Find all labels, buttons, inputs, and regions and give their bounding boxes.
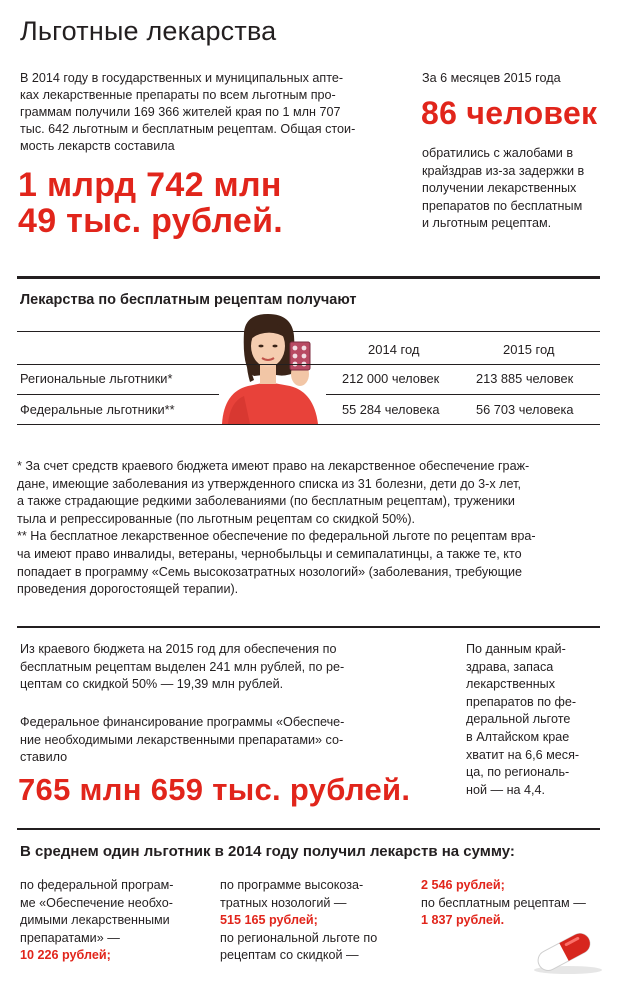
intro-line: ках лекарственные препараты по всем льготным про-: [20, 88, 336, 102]
section-divider: [17, 828, 600, 830]
footnote-line: ** На бесплатное лекарственное обеспечение по федеральной льготе по рецептам вра-: [17, 529, 536, 544]
intro-text: [20, 70, 400, 155]
row-value-2014: 212 000 человек: [342, 371, 440, 386]
table-heading: Лекарства по бесплатным рецептам получают: [20, 292, 357, 308]
section-divider: [17, 626, 600, 628]
average-regional-amount: 2 546 рублей;: [421, 878, 505, 892]
average-heading: В среднем один льготник в 2014 году получил лекарств на сумму:: [20, 843, 515, 860]
average-line: димыми лекарственными: [20, 913, 170, 927]
complaints-count: 86 человек: [421, 95, 598, 131]
supply-line: ной — на 4,4.: [466, 782, 546, 797]
footnote-line: попадает в программу «Семь высокозатратных нозологий» (заболевания, требующие: [17, 564, 522, 579]
supply-line: деральной льготе: [466, 712, 571, 727]
row-label: Федеральные льготники**: [20, 402, 175, 417]
table-header-2014: 2014 год: [368, 342, 420, 357]
average-line: ме «Обеспечение необхо-: [20, 895, 173, 910]
supply-text: [466, 641, 579, 799]
complaints-line: крайздрав из-за задержки в: [422, 163, 585, 178]
average-line: по региональной льготе по: [220, 930, 378, 945]
supply-line: здрава, запаса: [466, 659, 554, 674]
row-label: Региональные льготники*: [20, 371, 173, 386]
footnote-line: дане, имеющие заболевания из утвержденного списка из 31 болезни, дети до 3-х лет,: [17, 476, 521, 491]
supply-line: препаратов по фе-: [466, 694, 577, 709]
supply-line: в Алтайском крае: [466, 729, 570, 744]
table-header-2015: 2015 год: [503, 342, 555, 357]
average-line: препаратами» —: [20, 930, 120, 945]
budget-line: бесплатным рецептам выделен 241 млн рублей, по ре-: [20, 659, 345, 674]
average-nosology: [220, 877, 377, 965]
footnote-line: а также страдающие редкими заболеваниями (по бесплатным рецептам), труженики: [17, 494, 515, 509]
budget-line: Из краевого бюджета на 2015 год для обеспечения по: [20, 642, 337, 656]
intro-line: граммам получили 169 366 жителей края по 1 млн 707: [20, 105, 341, 119]
supply-line: хватит на 6,6 меся-: [466, 747, 580, 762]
average-line: по программе высокоза-: [220, 878, 364, 892]
footnote-line: тыла и репрессированные (по льготным рецептам со скидкой 50%).: [17, 511, 416, 526]
average-federal-amount: 10 226 рублей;: [20, 948, 111, 962]
budget-line: цептам со скидкой 50% — 19,39 млн рублей.: [20, 677, 284, 691]
row-value-2015: 56 703 человека: [476, 402, 574, 417]
supply-line: ца, по региональ-: [466, 765, 570, 780]
budget-text: [20, 641, 344, 694]
intro-line: тыс. 642 льготным и бесплатным рецептам. Общая стои-: [20, 122, 356, 136]
capsule-pills-icon: [528, 926, 606, 976]
complaints-line: обратились с жалобами в: [422, 146, 574, 160]
page-title: Льготные лекарства: [20, 16, 277, 46]
supply-line: лекарственных: [466, 677, 556, 692]
average-line: тратных нозологий —: [220, 895, 347, 910]
footnote-line: ча имеют право инвалиды, ветераны, чернобыльцы и семипалатинцы, а также те, кто: [17, 546, 522, 561]
footnotes: [17, 458, 607, 599]
federal-funding-text: [20, 714, 344, 767]
table-rule-header: [17, 364, 600, 365]
table-rule-row: [326, 394, 600, 395]
average-federal: [20, 877, 173, 965]
federal-line: ставило: [20, 750, 68, 764]
supply-line: По данным край-: [466, 642, 566, 656]
footnote-line: проведения дорогостоящей терапии).: [17, 582, 239, 597]
average-line: рецептам со скидкой —: [220, 948, 359, 962]
row-value-2015: 213 885 человек: [476, 371, 574, 386]
table-rule-row: [17, 394, 219, 395]
average-regional: [421, 877, 586, 930]
total-cost-line2: 49 тыс. рублей.: [18, 202, 284, 240]
row-value-2014: 55 284 человека: [342, 402, 440, 417]
table-rule-bottom: [17, 424, 600, 425]
section-divider: [17, 276, 600, 279]
federal-line: ние необходимыми лекарственными препаратами» со-: [20, 732, 344, 747]
complaints-line: препаратов по бесплатным: [422, 198, 583, 213]
complaints-period: За 6 месяцев 2015 года: [422, 71, 561, 85]
federal-line: Федеральное финансирование программы «Обеспече-: [20, 715, 345, 729]
federal-funding-amount: 765 млн 659 тыс. рублей.: [18, 772, 411, 807]
average-free-amount: 1 837 рублей.: [421, 913, 505, 927]
intro-line: В 2014 году в государственных и муниципальных апте-: [20, 71, 344, 85]
complaints-line: и льготным рецептам.: [422, 216, 552, 230]
total-cost-line1: 1 млрд 742 млн: [18, 166, 282, 204]
average-line: по федеральной програм-: [20, 878, 174, 892]
complaints-text: [422, 145, 584, 233]
average-line: по бесплатным рецептам —: [421, 895, 586, 910]
average-nosology-amount: 515 165 рублей;: [220, 913, 318, 927]
intro-line: мость лекарств составила: [20, 139, 175, 153]
complaints-line: получении лекарственных: [422, 181, 577, 195]
woman-with-pills-illustration: [214, 312, 326, 424]
footnote-line: * За счет средств краевого бюджета имеют право на лекарственное обеспечение граж-: [17, 459, 530, 473]
